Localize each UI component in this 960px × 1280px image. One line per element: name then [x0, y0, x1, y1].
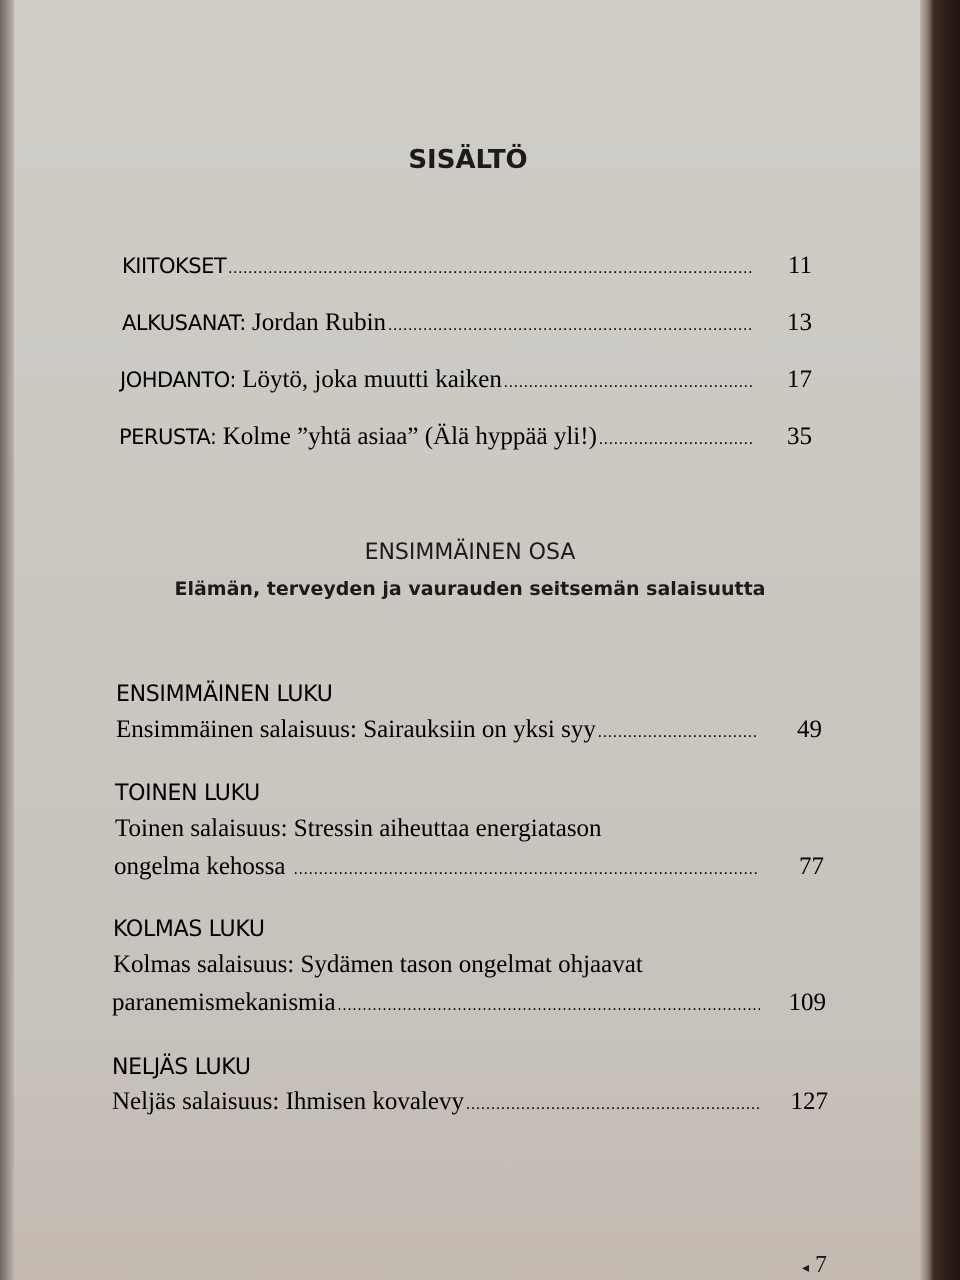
chapter-heading: NELJÄS LUKU	[112, 1055, 251, 1080]
dot-leader	[599, 431, 754, 449]
dot-leader	[466, 1096, 762, 1114]
entry-page: 11	[787, 252, 812, 279]
dot-leader	[338, 997, 760, 1015]
entry-text: Kolme ”yhtä asiaa” (Älä hyppää yli!)	[216, 423, 597, 450]
entry-text-line1: Kolmas salaisuus: Sydämen tason ongelmat ohjaavat	[113, 951, 643, 978]
page-footer	[802, 1252, 827, 1279]
toc-entry	[119, 423, 812, 451]
toc-entry	[116, 716, 822, 744]
entry-text: Ensimmäinen salaisuus: Sairauksiin on yksi syy	[116, 716, 596, 743]
dot-leader	[388, 317, 754, 335]
page-number: 7	[815, 1252, 828, 1278]
entry-text: Löytö, joka muutti kaiken	[235, 366, 502, 393]
entry-page: 49	[797, 716, 822, 743]
table-edge	[920, 0, 960, 1280]
entry-page: 13	[787, 309, 812, 336]
page-gutter	[0, 0, 14, 1280]
arrow-left-icon: ◂	[802, 1261, 810, 1276]
part-subtitle: Elämän, terveyden ja vaurauden seitsemän salaisuutta	[174, 578, 766, 600]
entry-label: KIITOKSET	[122, 254, 227, 278]
dot-leader	[598, 724, 758, 742]
entry-label: PERUSTA:	[119, 425, 217, 449]
toc-entry	[112, 989, 826, 1017]
entry-label: JOHDANTO:	[120, 368, 236, 392]
entry-label: ALKUSANAT:	[122, 311, 246, 335]
part-heading: ENSIMMÄINEN OSA	[364, 540, 576, 565]
page-title: SISÄLTÖ	[408, 145, 528, 175]
entry-page: 17	[787, 366, 812, 393]
entry-page: 127	[790, 1088, 828, 1115]
entry-text: Jordan Rubin	[245, 309, 387, 336]
entry-text: ongelma kehossa	[114, 853, 292, 880]
toc-entry	[112, 1088, 828, 1116]
toc-entry	[120, 366, 812, 394]
chapter-heading: TOINEN LUKU	[115, 781, 260, 806]
entry-page: 109	[788, 989, 826, 1016]
entry-text: Neljäs salaisuus: Ihmisen kovalevy	[112, 1088, 465, 1115]
dot-leader	[294, 861, 758, 879]
dot-leader	[228, 260, 754, 278]
chapter-heading: KOLMAS LUKU	[113, 917, 265, 942]
entry-page: 35	[787, 423, 812, 450]
toc-entry	[122, 309, 812, 337]
entry-page: 77	[799, 853, 824, 880]
dot-leader	[504, 374, 754, 392]
toc-entry	[122, 252, 812, 280]
chapter-heading: ENSIMMÄINEN LUKU	[116, 682, 333, 707]
toc-entry	[114, 853, 824, 881]
entry-text-line1: Toinen salaisuus: Stressin aiheuttaa energiatason	[115, 815, 602, 842]
entry-text: paranemismekanismia	[112, 989, 336, 1016]
